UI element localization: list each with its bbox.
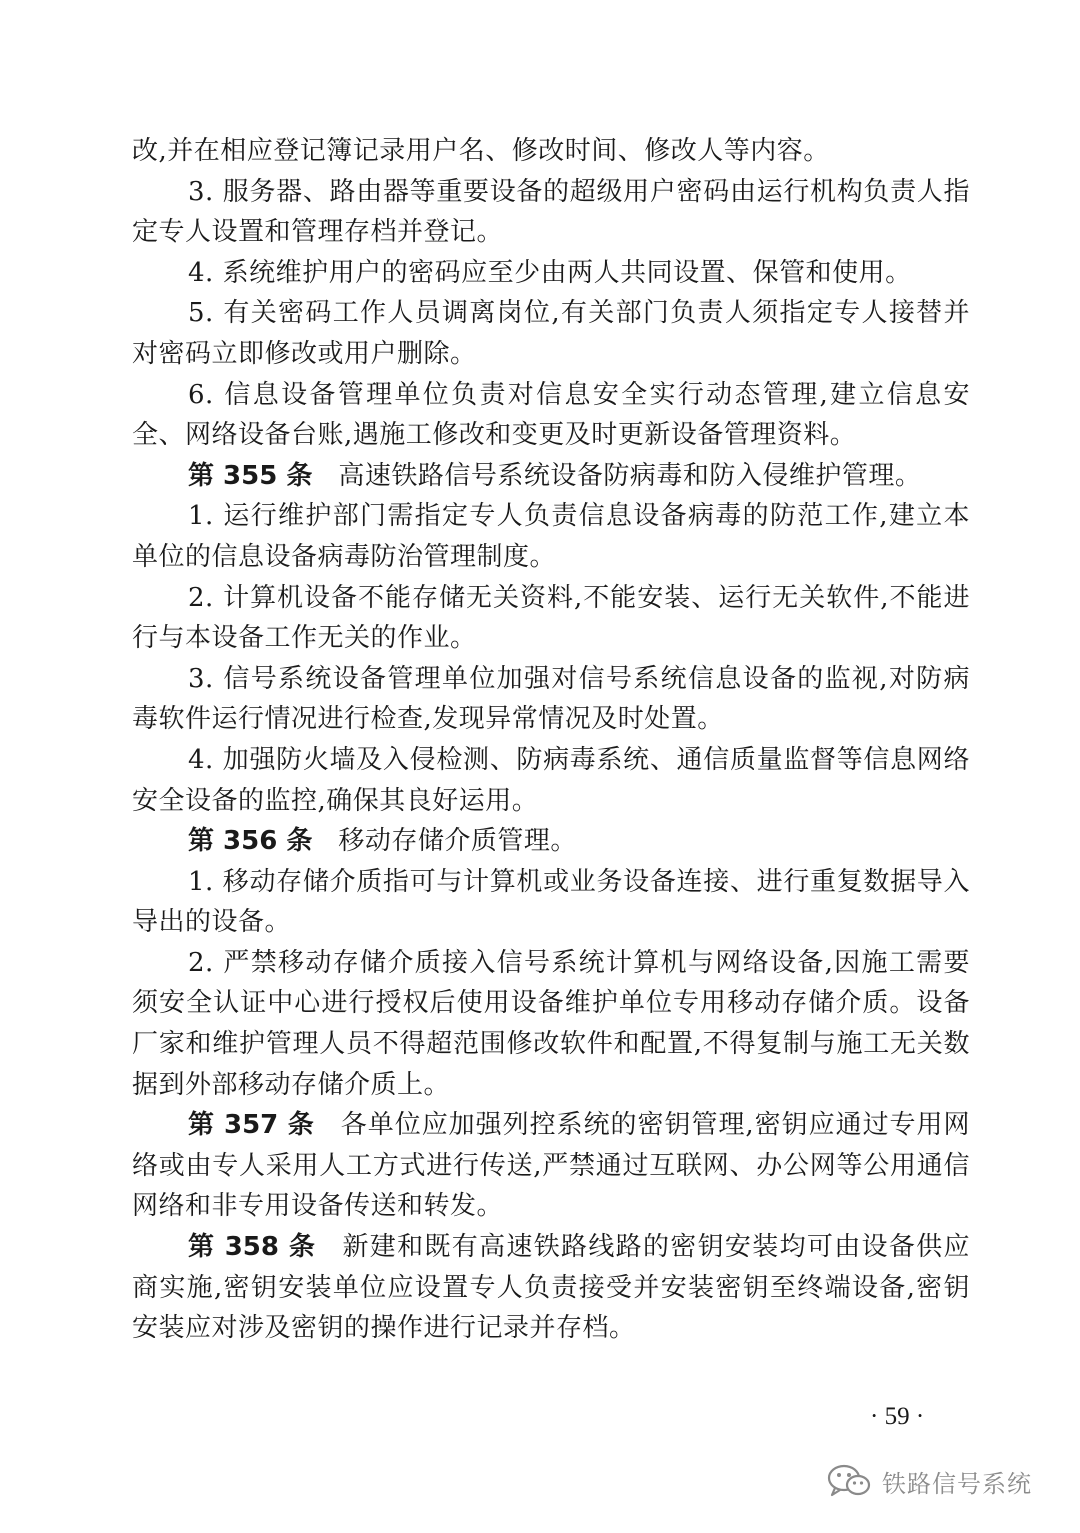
watermark bbox=[826, 1461, 1032, 1501]
article-number: 第 358 条 bbox=[188, 1232, 316, 1263]
paragraph: 3. 服务器、路由器等重要设备的超级用户密码由运行机构负责人指定专人设置和管理存档并登记。 bbox=[132, 176, 970, 248]
article-number: 第 355 条 bbox=[188, 460, 313, 491]
paragraph: 4. 系统维护用户的密码应至少由两人共同设置、保管和使用。 bbox=[188, 257, 912, 288]
paragraph: 2. 严禁移动存储介质接入信号系统计算机与网络设备,因施工需要须安全认证中心进行授权后使用设备维护单位专用移动存储介质。设备厂家和维护管理人员不得超范围修改软件和配置,不得复制与施工无关数据到外部移动存储介质上。 bbox=[132, 947, 970, 1100]
article-number: 第 357 条 bbox=[188, 1110, 315, 1141]
paragraph: 3. 信号系统设备管理单位加强对信号系统信息设备的监视,对防病毒软件运行情况进行检查,发现异常情况及时处置。 bbox=[132, 663, 970, 735]
paragraph: 1. 运行维护部门需指定专人负责信息设备病毒的防范工作,建立本单位的信息设备病毒防治管理制度。 bbox=[132, 501, 970, 572]
article-paragraph bbox=[132, 1105, 970, 1227]
article-paragraph bbox=[132, 1227, 970, 1349]
paragraph: 6. 信息设备管理单位负责对信息安全实行动态管理,建立信息安全、网络设备台账,遇施工修改和变更及时更新设备管理资料。 bbox=[132, 379, 970, 451]
article-paragraph bbox=[132, 456, 970, 497]
paragraph: 5. 有关密码工作人员调离岗位,有关部门负责人须指定专人接替并对密码立即修改或用户删除。 bbox=[132, 298, 970, 369]
paragraph: 改,并在相应登记簿记录用户名、修改时间、修改人等内容。 bbox=[132, 136, 830, 166]
article-paragraph bbox=[132, 821, 970, 862]
article-text: 高速铁路信号系统设备防病毒和防入侵维护管理。 bbox=[338, 460, 922, 491]
paragraph: 2. 计算机设备不能存储无关资料,不能安装、运行无关软件,不能进行与本设备工作无关的作业。 bbox=[132, 582, 970, 654]
article-text: 移动存储介质管理。 bbox=[338, 826, 577, 857]
paragraph: 1. 移动存储介质指可与计算机或业务设备连接、进行重复数据导入导出的设备。 bbox=[132, 866, 970, 938]
article-text: 各单位应加强列控系统的密钥管理,密钥应通过专用网络或由专人采用人工方式进行传送,严禁通过互联网、办公网等公用通信网络和非专用设备传送和转发。 bbox=[132, 1110, 970, 1222]
article-text: 新建和既有高速铁路线路的密钥安装均可由设备供应商实施,密钥安装单位应设置专人负责接受并安装密钥至终端设备,密钥安装应对涉及密钥的操作进行记录并存档。 bbox=[132, 1232, 970, 1344]
document-body bbox=[132, 131, 970, 1349]
wechat-icon bbox=[826, 1463, 872, 1499]
page-number: · 59 · bbox=[870, 1403, 925, 1430]
article-number: 第 356 条 bbox=[188, 826, 313, 857]
watermark-text: 铁路信号系统 bbox=[882, 1469, 1032, 1498]
paragraph: 4. 加强防火墙及入侵检测、防病毒系统、通信质量监督等信息网络安全设备的监控,确保其良好运用。 bbox=[132, 744, 970, 816]
